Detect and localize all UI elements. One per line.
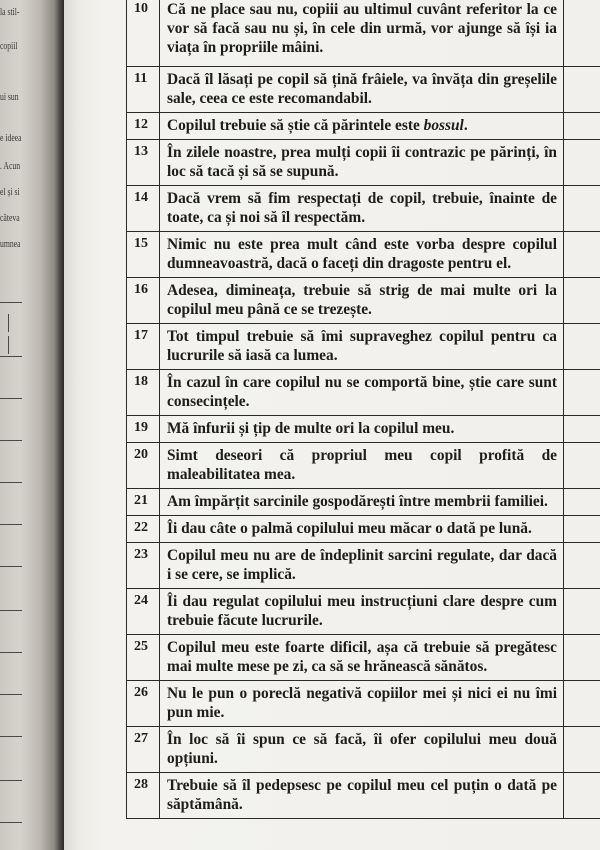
item-statement [160,443,564,489]
item-number: 19 [127,416,160,443]
answer-cell[interactable] [564,635,600,681]
item-statement [160,67,564,113]
questionnaire-row [127,67,600,113]
edge-fragment: e ideea [0,132,22,144]
item-number: 10 [127,0,160,67]
questionnaire-row [127,773,600,819]
item-statement [160,516,564,543]
answer-cell[interactable] [564,67,600,113]
statement-text: Am împărțit sarcinile gospodărești între membrii familiei. [167,493,548,510]
item-number: 16 [127,278,160,324]
item-statement [160,186,564,232]
item-number: 28 [127,773,160,819]
answer-cell[interactable] [564,443,600,489]
item-number: 23 [127,543,160,589]
statement-text: Îi dau câte o palmă copilului meu măcar o dată pe lună. [167,520,532,537]
answer-cell[interactable] [564,232,600,278]
questionnaire-row [127,0,600,67]
answer-cell[interactable] [564,370,600,416]
item-statement [160,727,564,773]
answer-cell[interactable] [564,324,600,370]
statement-text: Tot timpul trebuie să îmi supraveghez copilul pentru ca lucrurile să iasă ca lumea. [167,328,557,364]
statement-text: Nu le pun o poreclă negativă copiilor mei și nici ei nu îmi pun mie. [167,685,557,721]
item-number: 14 [127,186,160,232]
edge-table-line [8,336,9,354]
edge-table-line [8,314,9,332]
item-number: 26 [127,681,160,727]
item-number: 20 [127,443,160,489]
edge-fragment: câteva [0,212,20,224]
item-number: 15 [127,232,160,278]
statement-text: Mă înfurii și țip de multe ori la copilul meu. [167,420,455,437]
item-number: 11 [127,67,160,113]
edge-fragment: el și si [0,186,20,198]
questionnaire-row [127,278,600,324]
item-number: 18 [127,370,160,416]
statement-text: Copilul meu nu are de îndeplinit sarcini regulate, dar dacă i se cere, se implică. [167,547,557,583]
edge-table-line [0,780,22,781]
item-number: 27 [127,727,160,773]
statement-italic: bossul [423,117,464,134]
answer-cell[interactable] [564,186,600,232]
statement-text: Adesea, dimineața, trebuie să strig de mai multe ori la copilul meu până ce se trezește. [167,282,557,318]
item-statement [160,113,564,140]
item-statement [160,589,564,635]
answer-cell[interactable] [564,0,600,67]
edge-table-line [0,440,22,441]
answer-cell[interactable] [564,489,600,516]
statement-text: În cazul în care copilul nu se comportă bine, știe care sunt consecințele. [167,374,557,410]
answer-cell[interactable] [564,140,600,186]
edge-table-line [0,652,22,653]
statement-text: Nimic nu este prea mult când este vorba despre copilul dumneavoastră, dacă o faceți din dragoste pentru el. [167,236,557,272]
questionnaire-row [127,543,600,589]
edge-fragment: umnea [0,238,21,250]
questionnaire-row [127,416,600,443]
statement-text: Că ne place sau nu, copiii au ultimul cuvânt referitor la ce vor să facă sau nu și, în cele din urmă, vor ajunge să își ia viața în propriile mâini. [167,1,557,56]
edge-table-line [0,398,22,399]
edge-table-line [0,482,22,483]
item-number: 25 [127,635,160,681]
book-gutter [0,0,64,850]
statement-text: Trebuie să îl pedepsesc pe copilul meu cel puțin o dată pe săptămână. [167,777,557,813]
item-number: 21 [127,489,160,516]
book-page [64,0,600,850]
item-statement [160,681,564,727]
edge-table-line [0,822,22,823]
questionnaire-row [127,635,600,681]
answer-cell[interactable] [564,727,600,773]
item-statement [160,370,564,416]
edge-table-line [0,610,22,611]
edge-fragment: ui sun [0,91,19,103]
questionnaire-row [127,681,600,727]
item-statement [160,0,564,67]
questionnaire-row [127,489,600,516]
answer-cell[interactable] [564,681,600,727]
statement-text: În loc să îi spun ce să facă, îi ofer copilului meu două opțiuni. [167,731,557,767]
statement-text-after: . [463,117,468,134]
answer-cell[interactable] [564,278,600,324]
edge-table-line [0,356,22,357]
answer-cell[interactable] [564,516,600,543]
questionnaire-table [126,0,600,819]
item-statement [160,773,564,819]
questionnaire-row [127,727,600,773]
edge-fragment: la stil- [0,6,20,18]
edge-table-line [0,302,22,303]
answer-cell[interactable] [564,113,600,140]
statement-text: Dacă vrem să fim respectați de copil, trebuie, înainte de toate, ca și noi să îl respectăm. [167,190,557,226]
item-number: 17 [127,324,160,370]
edge-fragment: . Acun [0,160,21,172]
answer-cell[interactable] [564,416,600,443]
item-number: 13 [127,140,160,186]
item-statement [160,416,564,443]
answer-cell[interactable] [564,589,600,635]
item-statement [160,324,564,370]
statement-text: Copilul trebuie să știe că părintele este [167,117,424,134]
item-number: 22 [127,516,160,543]
answer-cell[interactable] [564,543,600,589]
questionnaire-row [127,186,600,232]
item-number: 24 [127,589,160,635]
statement-text: În zilele noastre, prea mulți copii îi contrazic pe părinți, în loc să tacă și să se supună. [167,144,557,180]
answer-cell[interactable] [564,773,600,819]
questionnaire-row [127,370,600,416]
questionnaire-row [127,324,600,370]
edge-table-line [0,694,22,695]
item-statement [160,489,564,516]
questionnaire-row [127,113,600,140]
questionnaire-row [127,140,600,186]
questionnaire-row [127,232,600,278]
item-number: 12 [127,113,160,140]
statement-text: Îi dau regulat copilului meu instrucțiuni clare despre cum trebuie făcute lucrurile. [167,593,557,629]
edge-fragment: copiil [0,40,18,52]
questionnaire-body [127,0,600,819]
questionnaire-row [127,589,600,635]
item-statement [160,232,564,278]
edge-table-line [0,524,22,525]
item-statement [160,140,564,186]
statement-text: Dacă îl lăsați pe copil să țină frâiele, va învăța din greșelile sale, ceea ce este recomandabil. [167,71,557,107]
edge-table-line [0,736,22,737]
questionnaire-row [127,443,600,489]
item-statement [160,278,564,324]
statement-text: Simt deseori că propriul meu copil profită de maleabilitatea mea. [167,447,557,483]
item-statement [160,635,564,681]
questionnaire-row [127,516,600,543]
statement-text: Copilul meu este foarte dificil, așa că trebuie să pregătesc mai multe mese pe zi, ca să se hrănească sănătos. [167,639,557,675]
edge-table-line [0,566,22,567]
item-statement [160,543,564,589]
